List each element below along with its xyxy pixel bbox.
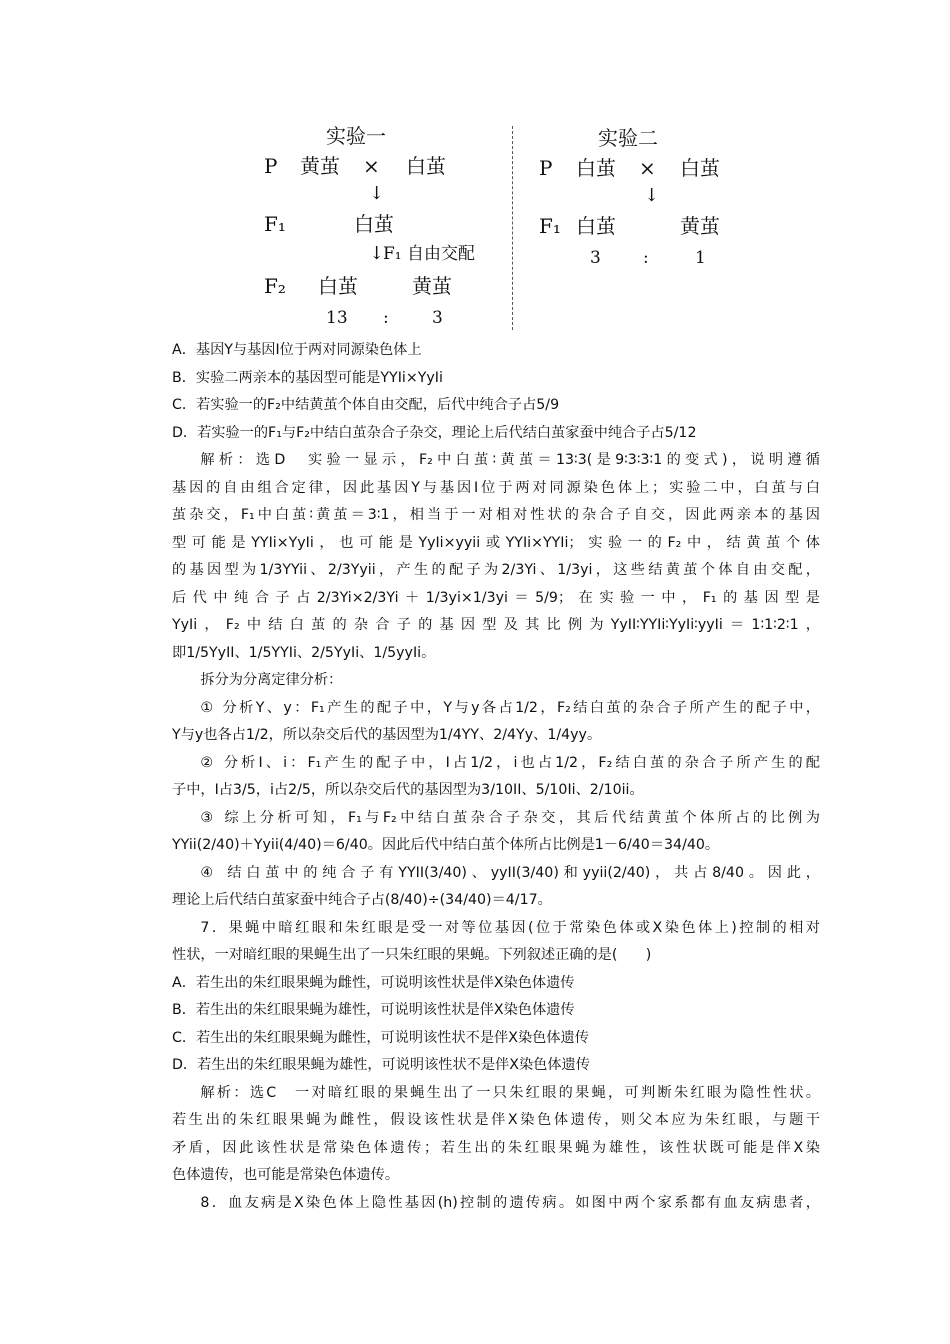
exp1-ratio-colon: : <box>383 308 389 328</box>
exp2-f1-right: 黄茧 <box>680 214 720 238</box>
q8-stem: 8．血友病是X染色体上隐性基因(h)控制的遗传病。如图中两个家系都有血友病患者， <box>200 1194 820 1211</box>
q6-explanation-line: YyIi，F₂中结白茧的杂合子的基因型及其比例为YyII∶YYIi∶YyIi∶yyIi＝1∶1∶2∶1， <box>172 617 820 633</box>
exp1-f1-label: F₁ <box>264 212 286 236</box>
exp1-cross: × <box>363 154 380 178</box>
exp2-p-label: P <box>539 156 553 180</box>
q7-option-a: A．若生出的朱红眼果蝇为雌性，可说明该性状是伴X染色体遗传 <box>172 974 575 991</box>
document-body <box>172 337 820 1217</box>
exp1-self-cross-label: F₁ 自由交配 <box>383 244 476 264</box>
q6-option-d: D．若实验一的F₁与F₂中结白茧杂合子杂交，理论上后代结白茧家蚕中纯合子占5/12 <box>172 424 697 441</box>
exp1-f2-right: 黄茧 <box>412 274 452 298</box>
q7-explanation-line: 解析：选C 一对暗红眼的果蝇生出了一只朱红眼的果蝇，可判断朱红眼为隐性性状。 <box>200 1084 820 1101</box>
analysis-step-1-cont: Y与y也各占1/2，所以杂交后代的基因型为1/4YY、2/4Yy、1/4yy。 <box>172 727 602 743</box>
q6-explanation-line: 即1/5YyII、1/5YYIi、2/5YyIi、1/5yyIi。 <box>172 644 436 661</box>
exp2-cross: × <box>639 156 656 180</box>
analysis-step-3: ③ 综上分析可知，F₁与F₂中结白茧杂合子杂交，其后代结黄茧个体所占的比例为 <box>200 809 820 826</box>
exp2-p-left: 白茧 <box>576 156 616 180</box>
q7-explanation-line: 色体遗传，也可能是常染色体遗传。 <box>172 1167 400 1183</box>
exp1-p-right: 白茧 <box>406 154 446 178</box>
exp1-p-left: 黄茧 <box>300 154 340 178</box>
exp1-arrow-down-icon-2: ↓ <box>369 243 385 264</box>
exp1-f2-left: 白茧 <box>318 274 358 298</box>
experiment-divider <box>512 126 513 330</box>
q6-explanation-line: 茧杂交，F₁中白茧∶黄茧＝3∶1，相当于一对相对性状的杂合子自交，因此两亲本的基因 <box>172 507 820 523</box>
analysis-step-2: ② 分析I、i：F₁产生的配子中，I占1/2，i也占1/2，F₂结白茧的杂合子所产生的配 <box>200 754 820 771</box>
q7-option-c: C．若生出的朱红眼果蝇为雌性，可说明该性状不是伴X染色体遗传 <box>172 1029 589 1046</box>
q7-explanation-line: 矛盾，因此该性状是常染色体遗传；若生出的朱红眼果蝇为雄性，该性状既可能是伴X染 <box>172 1139 820 1156</box>
genetic-cross-diagram <box>250 118 730 333</box>
exp2-p-right: 白茧 <box>680 156 720 180</box>
q7-option-d: D．若生出的朱红眼果蝇为雄性，可说明该性状不是伴X染色体遗传 <box>172 1057 590 1073</box>
exp1-arrow-down-icon: ↓ <box>369 183 385 204</box>
exp2-ratio-right: 1 <box>695 248 706 268</box>
exp2-ratio-colon: : <box>643 248 649 268</box>
q6-option-c: C．若实验一的F₂中结黄茧个体自由交配，后代中纯合子占5/9 <box>172 397 560 413</box>
exp2-ratio-left: 3 <box>590 248 601 268</box>
analysis-step-2-cont: 子中，I占3/5，i占2/5，所以杂交后代的基因型为3/10II、5/10Ii、2/10ii。 <box>172 782 644 798</box>
exp1-ratio-left: 13 <box>326 308 348 328</box>
q7-option-b: B．若生出的朱红眼果蝇为雄性，可说明该性状是伴X染色体遗传 <box>172 1002 575 1018</box>
q7-stem-cont: 性状，一对暗红眼的果蝇生出了一只朱红眼的果蝇。下列叙述正确的是( ) <box>172 947 652 963</box>
exp2-f1-left: 白茧 <box>576 214 616 238</box>
analysis-step-3-cont: YYii(2/40)＋Yyii(4/40)＝6/40。因此后代中结白茧个体所占比例是1－6/40＝34/40。 <box>172 837 720 853</box>
q6-explanation-line: 基因的自由组合定律，因此基因Y与基因I位于两对同源染色体上；实验二中，白茧与白 <box>172 479 820 496</box>
exp2-title: 实验二 <box>598 126 658 150</box>
q7-stem: 7．果蝇中暗红眼和朱红眼是受一对等位基因(位于常染色体或X染色体上)控制的相对 <box>200 919 820 936</box>
analysis-step-4: ④ 结白茧中的纯合子有YYII(3/40)、yyII(3/40)和yyii(2/40)，共占8/40。因此， <box>200 864 820 881</box>
exp1-f2-label: F₂ <box>264 274 286 298</box>
q6-explanation-line: 型可能是YYIi×YyIi，也可能是YyIi×yyii或YYIi×YYIi；实验一的F₂中，结黄茧个体 <box>172 534 820 551</box>
exp1-ratio-right: 3 <box>432 308 443 328</box>
analysis-step-4-cont: 理论上后代结白茧家蚕中纯合子占(8/40)÷(34/40)＝4/17。 <box>172 892 552 908</box>
analysis-step-1: ① 分析Y、y：F₁产生的配子中，Y与y各占1/2，F₂结白茧的杂合子所产生的配子中， <box>200 699 820 716</box>
q6-explanation-line: 后代中纯合子占2/3Yi×2/3Yi＋1/3yi×1/3yi＝5/9；在实验一中，F₁的基因型是 <box>172 589 820 606</box>
exp1-p-label: P <box>264 154 278 178</box>
exp2-f1-label: F₁ <box>539 214 561 238</box>
exp1-f1-value: 白茧 <box>354 212 394 236</box>
q7-explanation-line: 若生出的朱红眼果蝇为雌性，假设该性状是伴X染色体遗传，则父本应为朱红眼，与题干 <box>172 1112 820 1128</box>
q6-option-b: B．实验二两亲本的基因型可能是YYIi×YyIi <box>172 369 443 386</box>
exp1-title: 实验一 <box>326 124 386 148</box>
q6-explanation-line: 的基因型为1/3YYii、2/3Yyii，产生的配子为2/3Yi、1/3yi，这些结黄茧个体自由交配， <box>172 562 820 578</box>
q6-explanation-line: 解析：选D 实验一显示，F₂中白茧∶黄茧＝13∶3(是9∶3∶3∶1的变式)，说明遵循 <box>200 452 820 468</box>
exp2-arrow-down-icon: ↓ <box>644 185 660 206</box>
q6-option-a: A．基因Y与基因I位于两对同源染色体上 <box>172 342 422 358</box>
separation-analysis-heading: 拆分为分离定律分析： <box>200 672 343 688</box>
